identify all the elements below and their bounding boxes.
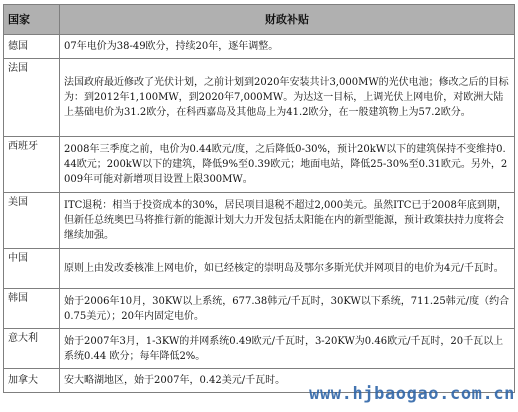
table-header-row <box>4 5 515 35</box>
header-subsidy: 财政补贴 <box>60 5 515 35</box>
table-row <box>4 249 515 289</box>
subsidy-cell: ITC退税：相当于投资成本的30%，居民项目退税不超过2,000美元。虽然ITC已于2008年底到期，但新任总统奥巴马将推行新的能源计划大力开发包括太阳能在内的新型能源，预计政策扶持力度将会继续加强。 <box>60 193 515 249</box>
table-row <box>4 329 515 369</box>
table-row <box>4 193 515 249</box>
subsidy-table <box>3 4 515 393</box>
table-row <box>4 35 515 59</box>
country-cell: 美国 <box>4 193 60 249</box>
subsidy-cell: 原则上由发改委核准上网电价，如已经核定的崇明岛及鄂尔多斯光伏并网项目的电价为4元/千瓦时。 <box>60 249 515 289</box>
table-row <box>4 59 515 137</box>
header-country: 国家 <box>4 5 60 35</box>
country-cell: 意大利 <box>4 329 60 369</box>
table-row <box>4 137 515 193</box>
country-cell: 加拿大 <box>4 369 60 393</box>
country-cell: 德国 <box>4 35 60 59</box>
site-watermark: www.hjbaogao.com.cn <box>309 384 515 404</box>
subsidy-cell: 07年电价为38-49欧分，持续20年，逐年调整。 <box>60 35 515 59</box>
subsidy-cell: 始于2006年10月，30KW以上系统，677.38韩元/千瓦时，30KW以下系统，711.25韩元/度（约合0.75美元）；20年内固定电价。 <box>60 289 515 329</box>
subsidy-cell: 安大略湖地区，始于2007年，0.42美元/千瓦时。 <box>60 369 515 393</box>
table-row <box>4 289 515 329</box>
country-cell: 西班牙 <box>4 137 60 193</box>
subsidy-cell: 始于2007年3月，1-3KW的并网系统0.49欧元/千瓦时，3-20KW为0.46欧元/千瓦时，20千瓦以上系统0.44 欧分；每年降低2%。 <box>60 329 515 369</box>
country-cell: 中国 <box>4 249 60 289</box>
subsidy-cell: 2008年三季度之前，电价为0.44欧元/度，之后降低0-30%，预计20kW以下的建筑保持不变维持0.44欧元；200kW以下的建筑，降低9%至0.39欧元；地面电站，降低25-30%至0.31欧元。另外，2009年可能对新增项目设置上限300MW。 <box>60 137 515 193</box>
country-cell: 法国 <box>4 59 60 137</box>
country-cell: 韩国 <box>4 289 60 329</box>
subsidy-cell: 法国政府最近修改了光伏计划，之前计划到2020年安装共计3,000MW的光伏电池；修改之后的目标为：到2012年1,100MW，到2020年7,000MW。为达这一目标，上调光伏上网电价，对欧洲大陆上基础电价为31.2欧分，在科西嘉岛及其他岛上为41.2欧分，在一般建筑物上为57.2欧分。 <box>60 59 515 137</box>
